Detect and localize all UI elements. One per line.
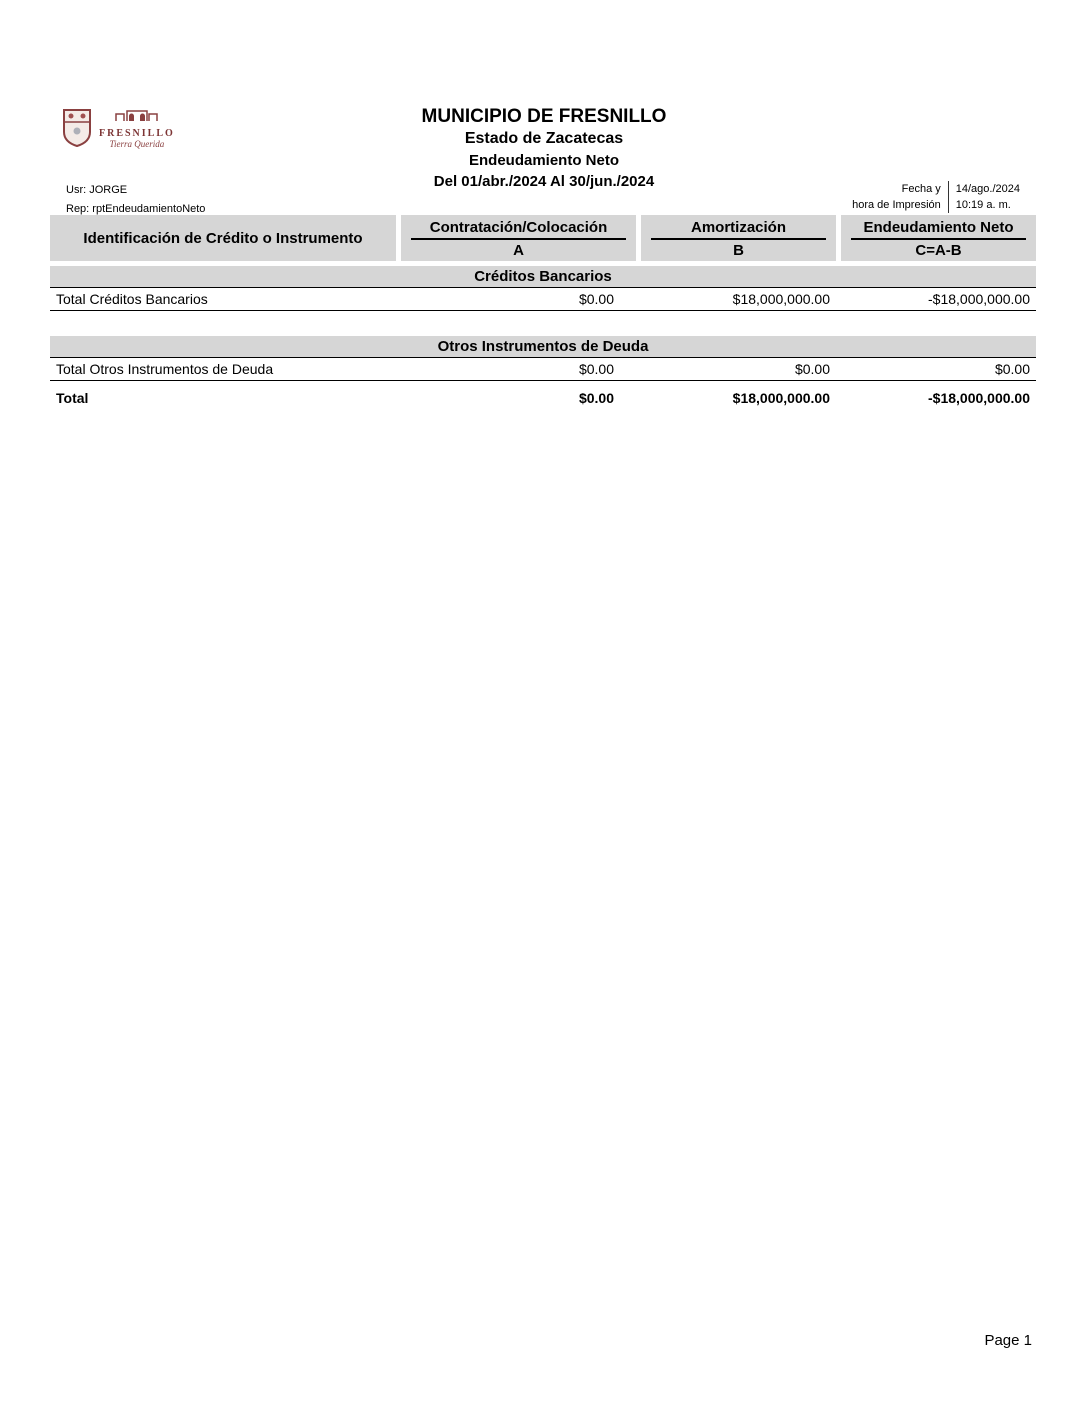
page-number: Page 1: [984, 1332, 1032, 1349]
user-label: Usr: JORGE: [66, 184, 128, 196]
row-amount-c: $0.00: [994, 361, 1030, 377]
row-label: Total: [56, 390, 89, 406]
print-time: 10:19 a. m.: [955, 199, 1011, 211]
debt-table: [50, 215, 1036, 409]
table-header-row: [50, 215, 1036, 261]
meta-print-info: [852, 181, 1020, 213]
row-amount-c: -$18,000,000.00: [928, 390, 1030, 406]
row-amount-a: $0.00: [578, 291, 614, 307]
column-header-endeudamiento-label: Endeudamiento Neto: [851, 219, 1026, 240]
column-header-endeudamiento-sub: C=A-B: [915, 242, 962, 259]
table-row-grand-total: [50, 387, 1036, 409]
section-gap: [50, 311, 1036, 331]
row-label: Total Créditos Bancarios: [56, 291, 208, 307]
print-date: 14/ago./2024: [955, 183, 1020, 195]
report-name: Endeudamiento Neto: [468, 152, 619, 169]
report-period: Del 01/abr./2024 Al 30/jun./2024: [433, 173, 655, 190]
section-band-creditos-bancarios: Créditos Bancarios: [50, 266, 1036, 288]
row-amount-c: -$18,000,000.00: [928, 291, 1030, 307]
report-id-label: Rep: rptEndeudamientoNeto: [66, 203, 206, 215]
print-info-labels: [852, 181, 948, 213]
page-title: MUNICIPIO DE FRESNILLO: [421, 106, 667, 127]
meta-left: [66, 181, 205, 219]
print-label-line2: hora de Impresión: [852, 199, 941, 211]
table-row-total-otros-instrumentos: [50, 358, 1036, 381]
row-amount-a: $0.00: [578, 361, 614, 377]
row-amount-b: $18,000,000.00: [732, 291, 830, 307]
print-label-line1: Fecha y: [901, 183, 941, 195]
table-row-total-creditos-bancarios: [50, 288, 1036, 311]
column-header-contratacion-label: Contratación/Colocación: [411, 219, 626, 240]
print-info-values: [948, 181, 1020, 213]
section-band-otros-instrumentos: Otros Instrumentos de Deuda: [50, 336, 1036, 358]
column-header-contratacion-sub: A: [513, 242, 524, 259]
column-header-amortizacion-sub: B: [733, 242, 744, 259]
row-amount-b: $0.00: [794, 361, 830, 377]
column-header-amortizacion: [641, 215, 836, 261]
row-amount-a: $0.00: [578, 390, 614, 406]
column-header-amortizacion-label: Amortización: [651, 219, 826, 240]
logo-tagline: Tierra Querida: [109, 139, 165, 149]
column-header-endeudamiento: [841, 215, 1036, 261]
state-subtitle: Estado de Zacatecas: [464, 130, 624, 147]
row-amount-b: $18,000,000.00: [732, 390, 830, 406]
column-header-identification: Identificación de Crédito o Instrumento: [50, 215, 396, 261]
logo-name: FRESNILLO: [99, 128, 175, 139]
title-block: [0, 106, 1088, 193]
column-header-contratacion: [401, 215, 636, 261]
row-label: Total Otros Instrumentos de Deuda: [56, 361, 274, 377]
